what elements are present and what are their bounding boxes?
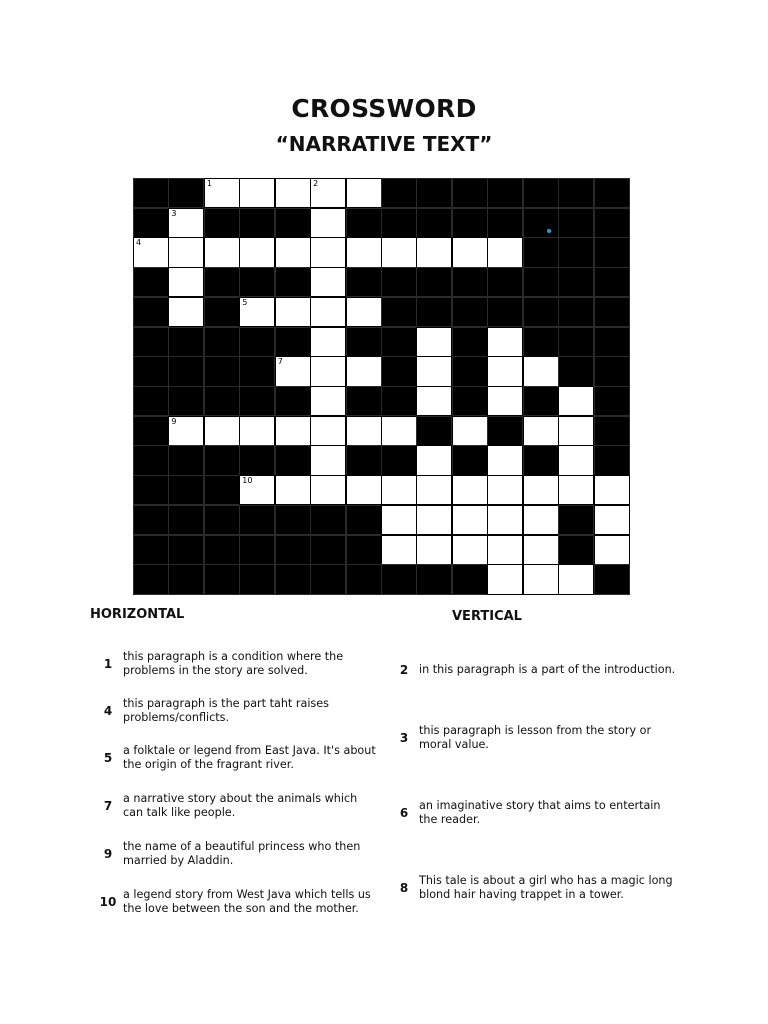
grid-cell-block [239, 386, 275, 416]
grid-cell-block [558, 535, 594, 565]
grid-cell-open[interactable] [487, 564, 523, 594]
grid-cell-block [204, 505, 240, 535]
clue-text: in this paragraph is a part of the introduction. [419, 663, 676, 676]
grid-cell-block [523, 267, 559, 297]
grid-cell-open[interactable] [416, 535, 452, 565]
grid-cell-open[interactable] [310, 237, 346, 267]
grid-cell-block [381, 178, 417, 208]
grid-cell-open[interactable] [558, 386, 594, 416]
grid-cell-block [204, 564, 240, 594]
cell-number: 7 [277, 357, 283, 367]
clue-horizontal-7 [97, 792, 378, 820]
grid-cell-open[interactable] [523, 505, 559, 535]
grid-cell-open[interactable] [310, 178, 346, 208]
grid-cell-block [594, 445, 630, 475]
grid-cell-open[interactable] [416, 386, 452, 416]
grid-cell-open[interactable] [416, 237, 452, 267]
grid-cell-block [381, 356, 417, 386]
grid-cell-block [310, 535, 346, 565]
grid-cell-block [204, 297, 240, 327]
grid-cell-block [558, 237, 594, 267]
grid-cell-open[interactable] [381, 416, 417, 446]
grid-cell-open[interactable] [310, 327, 346, 357]
grid-cell-block [275, 564, 311, 594]
grid-cell-open[interactable] [239, 297, 275, 327]
grid-cell-block [204, 267, 240, 297]
grid-cell-open[interactable] [558, 475, 594, 505]
grid-cell-open[interactable] [168, 267, 204, 297]
grid-cell-block [133, 505, 169, 535]
grid-cell-block [133, 416, 169, 446]
clue-vertical-3 [393, 724, 679, 752]
grid-cell-open[interactable] [275, 475, 311, 505]
grid-cell-block [346, 564, 382, 594]
grid-cell-open[interactable] [346, 416, 382, 446]
grid-cell-open[interactable] [133, 237, 169, 267]
clue-text: This tale is about a girl who has a magic long blond hair having trappet in a tower. [419, 874, 673, 901]
grid-cell-open[interactable] [487, 535, 523, 565]
grid-cell-block [452, 267, 488, 297]
grid-cell-open[interactable] [381, 237, 417, 267]
grid-cell-block [133, 356, 169, 386]
grid-cell-block [523, 327, 559, 357]
grid-cell-block [204, 475, 240, 505]
clue-number: 9 [103, 847, 113, 861]
clue-number: 10 [99, 895, 117, 909]
grid-cell-block [133, 535, 169, 565]
grid-cell-block [381, 327, 417, 357]
grid-cell-block [310, 564, 346, 594]
grid-cell-open[interactable] [381, 535, 417, 565]
grid-cell-block [558, 327, 594, 357]
grid-cell-block [239, 327, 275, 357]
clue-horizontal-4 [97, 697, 378, 725]
grid-cell-block [594, 237, 630, 267]
grid-cell-open[interactable] [487, 327, 523, 357]
grid-cell-open[interactable] [346, 178, 382, 208]
grid-cell-open[interactable] [487, 505, 523, 535]
grid-cell-block [523, 297, 559, 327]
grid-cell-open[interactable] [523, 356, 559, 386]
grid-cell-open[interactable] [204, 237, 240, 267]
clue-number: 5 [103, 751, 113, 765]
grid-cell-open[interactable] [310, 475, 346, 505]
grid-cell-open[interactable] [416, 356, 452, 386]
grid-cell-open[interactable] [416, 475, 452, 505]
grid-cell-open[interactable] [275, 178, 311, 208]
grid-cell-block [558, 208, 594, 238]
grid-cell-block [416, 564, 452, 594]
grid-cell-block [523, 386, 559, 416]
grid-cell-block [168, 445, 204, 475]
grid-cell-block [275, 208, 311, 238]
grid-cell-open[interactable] [310, 356, 346, 386]
grid-cell-open[interactable] [310, 386, 346, 416]
grid-cell-block [381, 386, 417, 416]
grid-cell-block [239, 267, 275, 297]
grid-cell-block [239, 356, 275, 386]
grid-cell-block [594, 416, 630, 446]
cell-number: 5 [242, 297, 248, 307]
grid-cell-open[interactable] [239, 237, 275, 267]
grid-cell-open[interactable] [523, 475, 559, 505]
clue-text: this paragraph is lesson from the story or moral value. [419, 724, 652, 751]
grid-cell-open[interactable] [310, 445, 346, 475]
grid-cell-block [133, 267, 169, 297]
grid-cell-block [558, 178, 594, 208]
grid-cell-open[interactable] [452, 505, 488, 535]
grid-cell-block [487, 416, 523, 446]
grid-cell-open[interactable] [487, 356, 523, 386]
grid-cell-open[interactable] [523, 564, 559, 594]
grid-cell-open[interactable] [381, 505, 417, 535]
clue-number: 8 [399, 881, 409, 895]
grid-cell-open[interactable] [558, 416, 594, 446]
grid-cell-block [416, 267, 452, 297]
grid-cell-block [168, 327, 204, 357]
blue-dot-mark [547, 229, 551, 233]
grid-cell-block [275, 445, 311, 475]
grid-cell-block [168, 475, 204, 505]
grid-cell-open[interactable] [346, 297, 382, 327]
grid-cell-open[interactable] [346, 475, 382, 505]
horizontal-heading: HORIZONTAL [90, 607, 185, 622]
grid-cell-block [523, 445, 559, 475]
grid-cell-block [452, 208, 488, 238]
grid-cell-block [452, 445, 488, 475]
grid-cell-block [381, 297, 417, 327]
grid-cell-block [381, 208, 417, 238]
grid-cell-block [558, 267, 594, 297]
grid-cell-block [133, 297, 169, 327]
clue-number: 3 [399, 731, 409, 745]
grid-cell-block [381, 564, 417, 594]
grid-cell-block [204, 208, 240, 238]
clue-horizontal-10 [97, 888, 378, 916]
grid-cell-open[interactable] [487, 445, 523, 475]
grid-cell-block [452, 356, 488, 386]
grid-cell-block [239, 208, 275, 238]
grid-cell-open[interactable] [381, 475, 417, 505]
grid-cell-block [133, 564, 169, 594]
clue-text: this paragraph is a condition where the problems in the story are solved. [123, 650, 344, 677]
grid-cell-block [416, 178, 452, 208]
grid-cell-block [594, 356, 630, 386]
grid-cell-block [523, 208, 559, 238]
grid-cell-open[interactable] [239, 475, 275, 505]
grid-cell-block [168, 564, 204, 594]
grid-cell-open[interactable] [204, 178, 240, 208]
grid-cell-block [487, 208, 523, 238]
grid-cell-block [416, 297, 452, 327]
clue-horizontal-1 [97, 650, 378, 678]
grid-cell-block [452, 386, 488, 416]
grid-cell-open[interactable] [275, 416, 311, 446]
cell-number: 3 [171, 208, 177, 218]
grid-cell-block [558, 356, 594, 386]
grid-cell-block [239, 505, 275, 535]
grid-cell-open[interactable] [204, 416, 240, 446]
page-subtitle: “NARRATIVE TEXT” [275, 132, 493, 156]
clue-number: 2 [399, 663, 409, 677]
grid-cell-block [239, 445, 275, 475]
grid-cell-block [310, 505, 346, 535]
grid-cell-block [594, 267, 630, 297]
cell-number: 6 [490, 297, 496, 307]
grid-cell-open[interactable] [416, 327, 452, 357]
grid-cell-block [133, 445, 169, 475]
grid-cell-block [594, 178, 630, 208]
grid-cell-block [594, 327, 630, 357]
cell-number: 4 [136, 238, 142, 248]
grid-cell-open[interactable] [168, 416, 204, 446]
grid-cell-block [452, 178, 488, 208]
grid-cell-open[interactable] [416, 445, 452, 475]
grid-cell-open[interactable] [452, 535, 488, 565]
crossword-grid [133, 178, 629, 594]
grid-cell-open[interactable] [310, 267, 346, 297]
clue-vertical-8 [393, 874, 689, 902]
grid-cell-block [239, 535, 275, 565]
grid-cell-open[interactable] [346, 237, 382, 267]
grid-cell-open[interactable] [346, 356, 382, 386]
grid-cell-block [168, 535, 204, 565]
clue-number: 1 [103, 657, 113, 671]
grid-cell-block [594, 297, 630, 327]
grid-cell-open[interactable] [452, 416, 488, 446]
grid-cell-open[interactable] [594, 535, 630, 565]
clue-horizontal-5 [97, 744, 378, 772]
grid-cell-block [168, 178, 204, 208]
grid-cell-open[interactable] [594, 505, 630, 535]
grid-cell-open[interactable] [168, 208, 204, 238]
grid-cell-block [204, 386, 240, 416]
grid-cell-block [594, 564, 630, 594]
grid-cell-block [346, 505, 382, 535]
clue-number: 7 [103, 799, 113, 813]
clue-text: a legend story from West Java which tells us the love between the son and the mother. [123, 888, 371, 915]
clue-vertical-2 [393, 663, 679, 677]
grid-cell-block [381, 445, 417, 475]
grid-cell-open[interactable] [239, 416, 275, 446]
grid-cell-block [346, 535, 382, 565]
grid-cell-open[interactable] [594, 475, 630, 505]
page-title: CROSSWORD [291, 94, 477, 123]
grid-cell-block [594, 208, 630, 238]
grid-cell-open[interactable] [558, 445, 594, 475]
grid-cell-open[interactable] [487, 386, 523, 416]
grid-cell-block [487, 267, 523, 297]
clue-number: 6 [399, 806, 409, 820]
grid-cell-block [487, 178, 523, 208]
grid-cell-block [275, 386, 311, 416]
grid-cell-open[interactable] [452, 237, 488, 267]
cell-number: 10 [242, 476, 253, 486]
grid-cell-open[interactable] [275, 237, 311, 267]
grid-cell-block [133, 208, 169, 238]
cell-number: 1 [206, 179, 212, 188]
grid-cell-block [452, 327, 488, 357]
grid-cell-open[interactable] [558, 564, 594, 594]
grid-cell-block [452, 564, 488, 594]
grid-cell-block [416, 416, 452, 446]
grid-cell-block [204, 356, 240, 386]
grid-cell-block [275, 267, 311, 297]
grid-cell-open[interactable] [487, 237, 523, 267]
grid-cell-block [346, 267, 382, 297]
grid-cell-block [416, 208, 452, 238]
clue-horizontal-9 [97, 840, 378, 868]
grid-cell-open[interactable] [239, 178, 275, 208]
grid-cell-open[interactable] [310, 416, 346, 446]
grid-cell-open[interactable] [275, 297, 311, 327]
grid-cell-block [168, 505, 204, 535]
grid-cell-block [275, 535, 311, 565]
grid-cell-block [381, 267, 417, 297]
grid-cell-open[interactable] [310, 208, 346, 238]
clue-text: this paragraph is the part taht raises problems/conflicts. [123, 697, 329, 724]
grid-cell-block [594, 386, 630, 416]
grid-cell-block [204, 327, 240, 357]
clue-text: the name of a beautiful princess who then married by Aladdin. [123, 840, 361, 867]
clue-number: 4 [103, 704, 113, 718]
vertical-heading: VERTICAL [452, 609, 522, 624]
grid-cell-block [275, 505, 311, 535]
grid-cell-block [275, 327, 311, 357]
grid-cell-block [558, 505, 594, 535]
grid-cell-block [204, 535, 240, 565]
grid-cell-block [346, 445, 382, 475]
grid-cell-block [133, 327, 169, 357]
grid-cell-block [487, 297, 523, 327]
grid-cell-open[interactable] [275, 356, 311, 386]
grid-cell-block [204, 445, 240, 475]
grid-cell-open[interactable] [487, 475, 523, 505]
clue-text: a folktale or legend from East Java. It's about the origin of the fragrant river. [123, 744, 376, 771]
grid-cell-block [346, 208, 382, 238]
grid-cell-block [523, 178, 559, 208]
grid-cell-block [558, 297, 594, 327]
cell-number: 8 [561, 357, 567, 367]
grid-cell-open[interactable] [310, 297, 346, 327]
grid-cell-block [452, 297, 488, 327]
grid-cell-open[interactable] [452, 475, 488, 505]
cell-number: 9 [171, 416, 177, 426]
grid-cell-block [346, 386, 382, 416]
grid-cell-open[interactable] [168, 237, 204, 267]
clue-vertical-6 [393, 799, 679, 827]
grid-cell-block [133, 178, 169, 208]
grid-cell-block [239, 564, 275, 594]
grid-cell-block [133, 475, 169, 505]
grid-cell-open[interactable] [523, 535, 559, 565]
grid-cell-block [346, 327, 382, 357]
grid-cell-block [168, 386, 204, 416]
grid-cell-open[interactable] [523, 416, 559, 446]
grid-cell-open[interactable] [416, 505, 452, 535]
grid-cell-block [133, 386, 169, 416]
clue-text: a narrative story about the animals which can talk like people. [123, 792, 358, 819]
grid-cell-block [168, 356, 204, 386]
grid-cell-block [523, 237, 559, 267]
clue-text: an imaginative story that aims to entertain the reader. [419, 799, 661, 826]
cell-number: 2 [313, 179, 319, 188]
grid-cell-open[interactable] [168, 297, 204, 327]
